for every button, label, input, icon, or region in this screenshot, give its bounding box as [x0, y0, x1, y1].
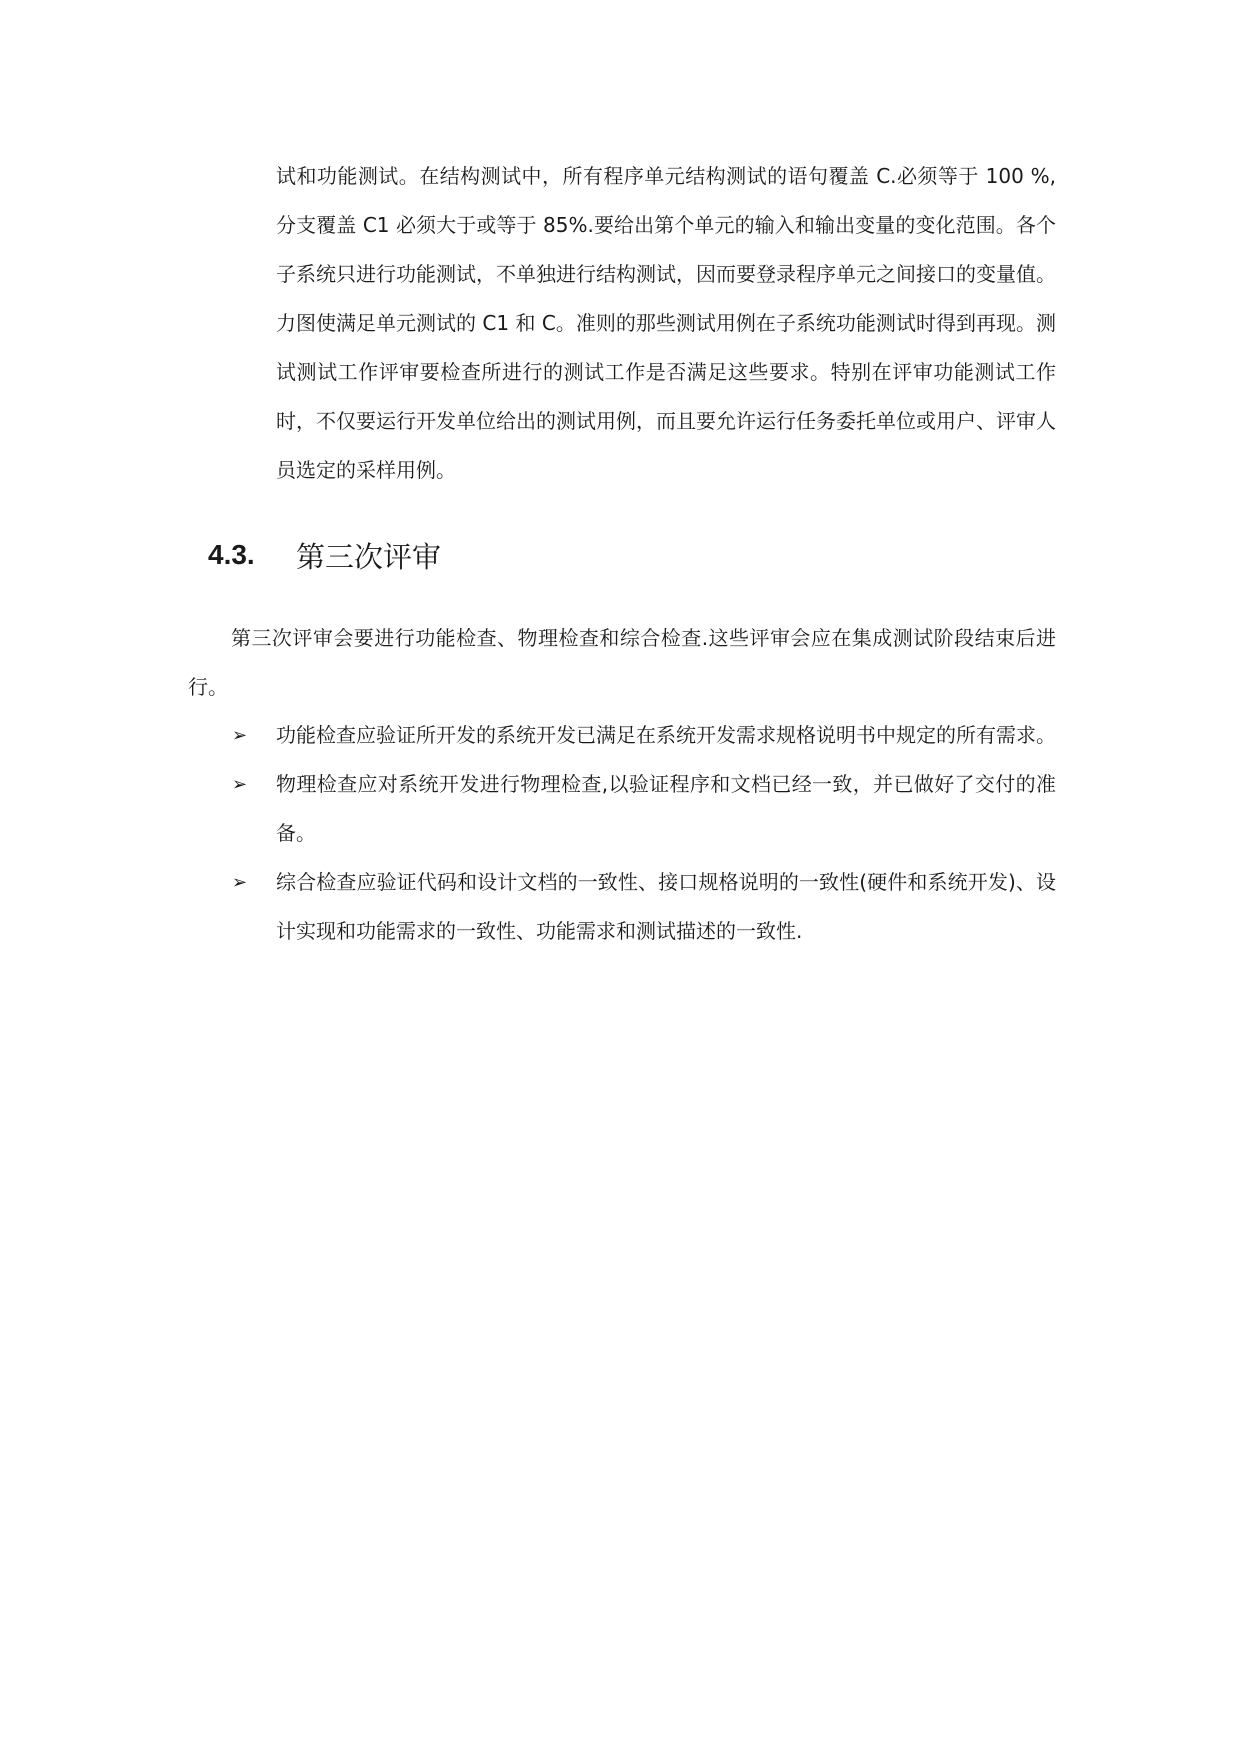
- bullet-list: [0, 711, 1241, 956]
- section-heading: [208, 533, 441, 577]
- bullet-text: 综合检查应验证代码和设计文档的一致性、接口规格说明的一致性(硬件和系统开发)、设计实现和功能需求的一致性、功能需求和测试描述的一致性.: [276, 870, 1056, 943]
- section-number: 4.3.: [208, 539, 255, 570]
- section-intro-paragraph: 第三次评审会要进行功能检查、物理检查和综合检查.这些评审会应在集成测试阶段结束后进行。: [188, 626, 1056, 699]
- bullet-text: 功能检查应验证所开发的系统开发已满足在系统开发需求规格说明书中规定的所有需求。: [276, 723, 1056, 747]
- bullet-text: 物理检查应对系统开发进行物理检查,以验证程序和文档已经一致，并已做好了交付的准备。: [276, 772, 1056, 845]
- arrow-bullet-icon: ➢: [232, 774, 248, 795]
- arrow-bullet-icon: ➢: [232, 725, 248, 746]
- bullet-item-comprehensive-check: [0, 858, 1056, 956]
- bullet-item-physical-check: [0, 760, 1056, 858]
- bullet-item-functional-check: [0, 711, 1056, 760]
- continued-paragraph: 试和功能测试。在结构测试中，所有程序单元结构测试的语句覆盖 C.必须等于 100 %,分支覆盖 C1 必须大于或等于 85%.要给出第个单元的输入和输出变量的变化范围。各个子系统只进行功能测试，不单独进行结构测试，因而要登录程序单元之间接口的变量值。力图使满足单元测试的 C1 和 C。准则的那些测试用例在子系统功能测试时得到再现。测试测试工作评审要检查所进行的测试工作是否满足这些要求。特别在评审功能测试工作时，不仅要运行开发单位给出的测试用例，而且要允许运行任务委托单位或用户、评审人员选定的采样用例。: [276, 164, 1056, 482]
- arrow-bullet-icon: ➢: [232, 872, 248, 893]
- section-title: 第三次评审: [296, 539, 442, 574]
